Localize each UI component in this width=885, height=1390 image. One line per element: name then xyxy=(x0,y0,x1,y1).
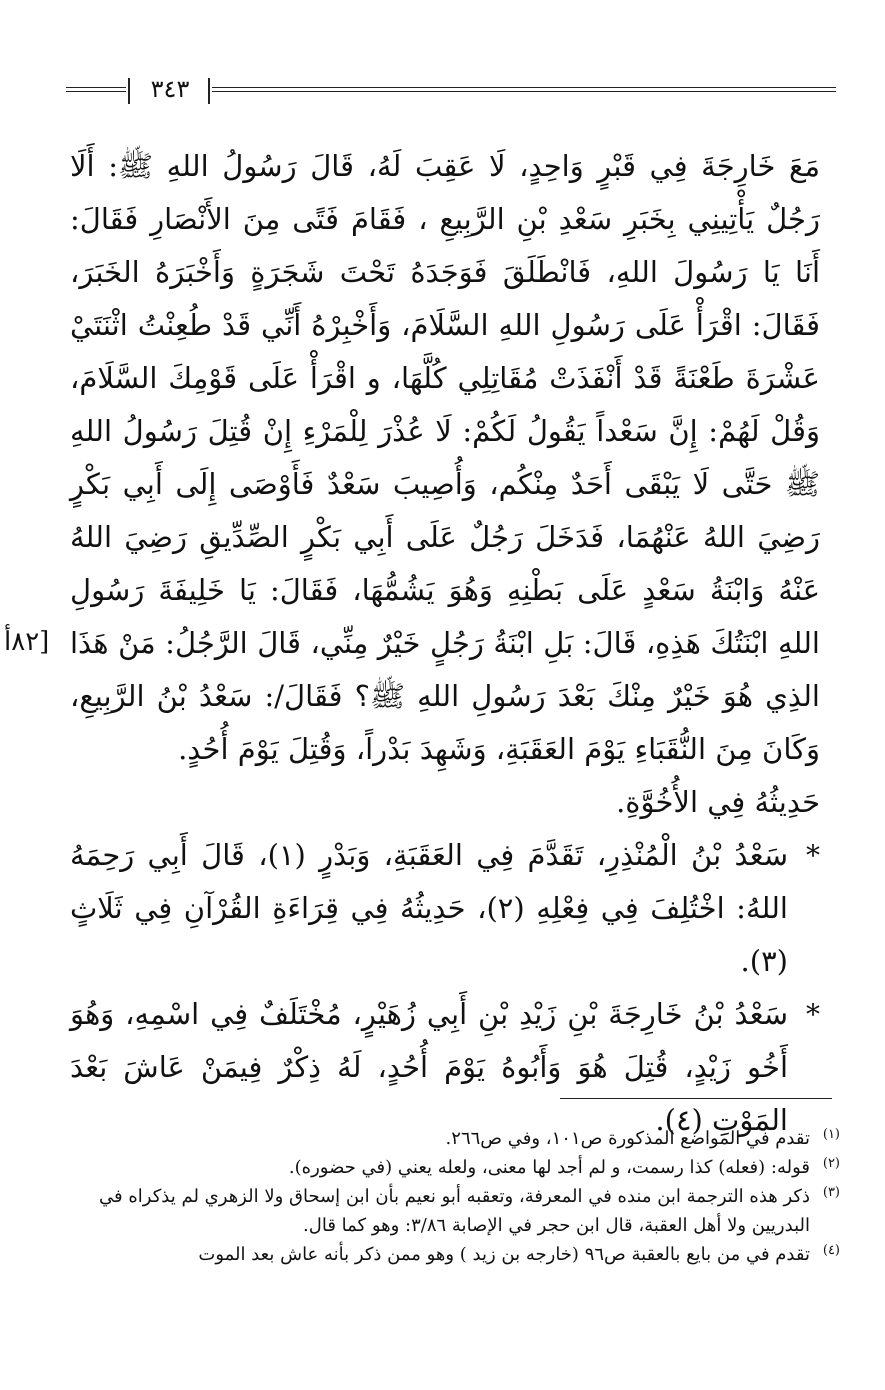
footnote-text: تقدم في من بايع بالعقبة ص٩٦ (خارجه بن زيد ) وهو ممن ذكر بأنه عاش بعد الموت xyxy=(198,1244,810,1265)
bullet-star-icon: * xyxy=(806,998,820,1031)
manuscript-folio-marker: [٨٢أ xyxy=(4,627,50,657)
entry-saad-ibn-al-mundhir xyxy=(70,829,820,988)
footnote xyxy=(70,1124,840,1153)
page-number: ٣٤٣ xyxy=(150,75,190,103)
footnote xyxy=(70,1182,840,1240)
page-header xyxy=(66,75,836,106)
header-rule-left xyxy=(66,87,126,88)
footnote-text: ذكر هذه الترجمة ابن منده في المعرفة، وتعقبه أبو نعيم بأن ابن إسحاق ولا الزهري لم يذكراه في البدريين ولا أهل العقبة، قال ابن حجر في الإصابة ٣/٨٦: وهو كما قال. xyxy=(99,1186,810,1236)
footnote-mark: (٤) xyxy=(822,1243,840,1258)
header-bar-left xyxy=(128,78,130,104)
entry-text: سَعْدُ بْنُ خَارِجَةَ بْنِ زَيْدِ بْنِ أَبِي زُهَيْرٍ، مُخْتَلَفٌ فِي اسْمِهِ، وَهُوَ أَخُو زَيْدٍ، قُتِلَ هُوَ وَأَبُوهُ يَوْمَ أُحُدٍ، لَهُ ذِكْرٌ فِيمَنْ عَاشَ بَعْدَ المَوْتِ (٤). xyxy=(70,997,788,1137)
header-rule-right xyxy=(212,87,836,88)
paragraph-2: حَدِيثُهُ فِي الأُخُوَّةِ. xyxy=(616,785,820,819)
paragraph-1: مَعَ خَارِجَةَ فِي قَبْرٍ وَاحِدٍ، لَا عَقِبَ لَهُ، قَالَ رَسُولُ اللهِ ﷺ: أَلَا رَجُلٌ يَأْتِينِي بِخَبَرِ سَعْدِ بْنِ الرَّبِيعِ ، فَقَامَ فَتًى مِنَ الأَنْصَارِ فَقَالَ: أَنَا يَا رَسُولَ اللهِ، فَانْطَلَقَ فَوَجَدَهُ تَحْتَ شَجَرَةٍ وَأَخْبَرَهُ الخَبَرَ، فَقَالَ: اقْرَأْ عَلَى رَسُولِ اللهِ السَّلَامَ، وَأَخْبِرْهُ أَنِّي قَدْ طُعِنْتُ اثْنَتَيْ عَشْرَةَ طَعْنَةً قَدْ أَنْفَذَتْ مُقَاتِلِي كُلَّهَا، و اقْرَأْ عَلَى قَوْمِكَ السَّلَامَ، وَقُلْ لَهُمْ: إِنَّ سَعْداً يَقُولُ لَكُمْ: لَا عُذْرَ لِلْمَرْءِ إِنْ قُتِلَ رَسُولُ اللهِ ﷺ حَتَّى لَا يَبْقَى أَحَدٌ مِنْكُم، وَأُصِيبَ سَعْدٌ فَأَوْصَى إِلَى أَبِي بَكْرٍ رَضِيَ اللهُ عَنْهُمَا، فَدَخَلَ رَجُلٌ عَلَى أَبِي بَكْرٍ الصِّدِّيقِ رَضِيَ اللهُ عَنْهُ وَابْنَةُ سَعْدٍ عَلَى بَطْنِهِ وَهُوَ يَشُمُّهَا، فَقَالَ: يَا خَلِيفَةَ رَسُولِ اللهِ ابْنَتُكَ هَذِهِ، قَالَ: بَلِ ابْنَةُ رَجُلٍ خَيْرٌ مِنِّي، قَالَ الرَّجُلُ: مَنْ هَذَا الذِي هُوَ خَيْرٌ مِنْكَ بَعْدَ رَسُولِ اللهِ ﷺ؟ فَقَالَ/: سَعْدُ بْنُ الرَّبِيعِ، وَكَانَ مِنَ النُّقَبَاءِ يَوْمَ العَقَبَةِ، وَشَهِدَ بَدْراً، وَقُتِلَ يَوْمَ أُحُدٍ. xyxy=(70,149,820,766)
footnote-mark: (٣) xyxy=(822,1185,840,1200)
footnote-text: تقدم في المواضع المذكورة ص١٠١، وفي ص٢٦٦. xyxy=(445,1128,810,1149)
header-bar-right xyxy=(208,78,210,104)
footnote-separator xyxy=(560,1098,832,1099)
footnote xyxy=(70,1240,840,1269)
footnote-mark: (١) xyxy=(822,1127,840,1142)
entry-text: سَعْدُ بْنُ الْمُنْذِرِ، تَقَدَّمَ فِي العَقَبَةِ، وَبَدْرٍ (١)، قَالَ أَبِي رَحِمَهُ اللهُ: اخْتُلِفَ فِي فِعْلِهِ (٢)، حَدِيثُهُ فِي قِرَاءَةِ القُرْآنِ فِي ثَلَاثٍ (٣). xyxy=(70,838,788,978)
footnote-text: قوله: (فعله) كذا رسمت، و لم أجد لها معنى، ولعله يعني (في حضوره). xyxy=(288,1157,810,1178)
footnote-mark: (٢) xyxy=(822,1156,840,1171)
main-text xyxy=(70,140,820,1147)
footnotes xyxy=(70,1124,840,1269)
footnote xyxy=(70,1153,840,1182)
bullet-star-icon: * xyxy=(806,839,820,872)
